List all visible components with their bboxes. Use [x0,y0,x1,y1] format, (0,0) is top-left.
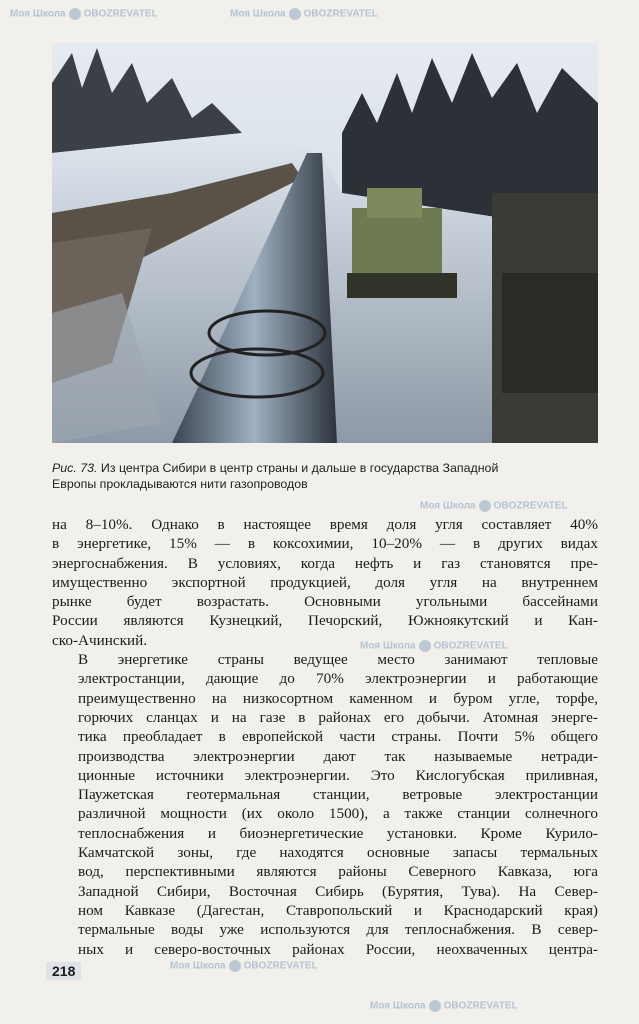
text-line: электростанции, дающие до 70% электроэнергии и работающие [78,670,598,688]
pipeline-photo [52,43,598,443]
text-line: Паужетская геотермальная станции, ветровые электростанции [78,786,598,804]
text-line: Камчатской зоны, где находятся основные запасы термальных [78,844,598,862]
watermark-brand: OBOZREVATEL [443,1000,518,1012]
obozrevatel-logo-icon [289,8,301,20]
text-line: горючих сланцах и на газе в районах его добычи. Атомная энерге- [78,708,598,726]
watermark-school: Моя Школа [420,500,476,512]
paragraph-1 [52,515,598,650]
main-text [52,515,598,959]
text-line: ном Кавказе (Дагестан, Ставропольский и Краснодарский края) [78,901,598,919]
text-line: теплоснабжения и биоэнергетические установки. Кроме Курило- [78,824,598,842]
figure-caption [52,460,598,492]
text-line: преимущественно на низкосортном каменном и буром угле, торфе, [78,689,598,707]
watermark-school: Моя Школа [230,8,286,20]
figure-label: Рис. 73. [52,461,98,475]
obozrevatel-logo-icon [429,1000,441,1012]
watermark [170,960,318,972]
watermark [230,8,378,20]
watermark-school: Моя Школа [360,640,416,652]
watermark [370,1000,518,1012]
text-line: различной мощности (их около 1500), а также станции солнечного [78,805,598,823]
watermark [360,640,508,652]
watermark [10,8,158,20]
watermark-brand: OBOZREVATEL [83,8,158,20]
caption-line-1: Из центра Сибири в центр страны и дальше в государства Западной [100,461,499,475]
page-number: 218 [46,962,81,980]
watermark-brand: OBOZREVATEL [493,500,568,512]
text-line: рынке будет возрастать. Основными угольными бассейнами [52,593,598,611]
paragraph-2 [52,650,598,959]
text-line: Западной Сибири, Восточная Сибирь (Бурятия, Тува). На Север- [78,882,598,900]
text-line: производства электроэнергии дают так называемые нетради- [78,747,598,765]
obozrevatel-logo-icon [479,500,491,512]
obozrevatel-logo-icon [229,960,241,972]
text-line: вод, перспективными являются районы Северного Кавказа, юга [78,863,598,881]
text-line: на 8–10%. Однако в настоящее время доля угля составляет 40% [52,516,598,533]
watermark-brand: OBOZREVATEL [243,960,318,972]
text-line: тика преобладает в европейской части страны. Почти 5% общего [78,728,598,746]
watermark-school: Моя Школа [170,960,226,972]
pipeline-illustration [52,43,598,443]
obozrevatel-logo-icon [69,8,81,20]
text-line: ско-Ачинский. [52,631,148,649]
text-line: энергоснабжения. В условиях, когда нефть и газ становятся пре- [52,554,598,572]
text-line: ных и северо-восточных районах России, неохваченных центра- [78,940,598,958]
text-line: России являются Кузнецкий, Печорский, Южноякутский и Кан- [52,612,598,630]
watermark-brand: OBOZREVATEL [303,8,378,20]
caption-line-2: Европы прокладываются нити газопроводов [52,477,308,491]
obozrevatel-logo-icon [419,640,431,652]
text-line: в энергетике, 15% — в коксохимии, 10–20% — в других видах [52,535,598,553]
watermark-school: Моя Школа [10,8,66,20]
text-line: имущественно экспортной продукцией, доля угля на внутреннем [52,573,598,591]
text-line: ционные источники электроэнергии. Это Кислогубская приливная, [78,766,598,784]
watermark-brand: OBOZREVATEL [433,640,508,652]
watermark-school: Моя Школа [370,1000,426,1012]
watermark [420,500,568,512]
text-line: В энергетике страны ведущее место занимают тепловые [78,651,598,669]
text-line: термальные воды уже используются для теплоснабжения. В север- [78,921,598,939]
